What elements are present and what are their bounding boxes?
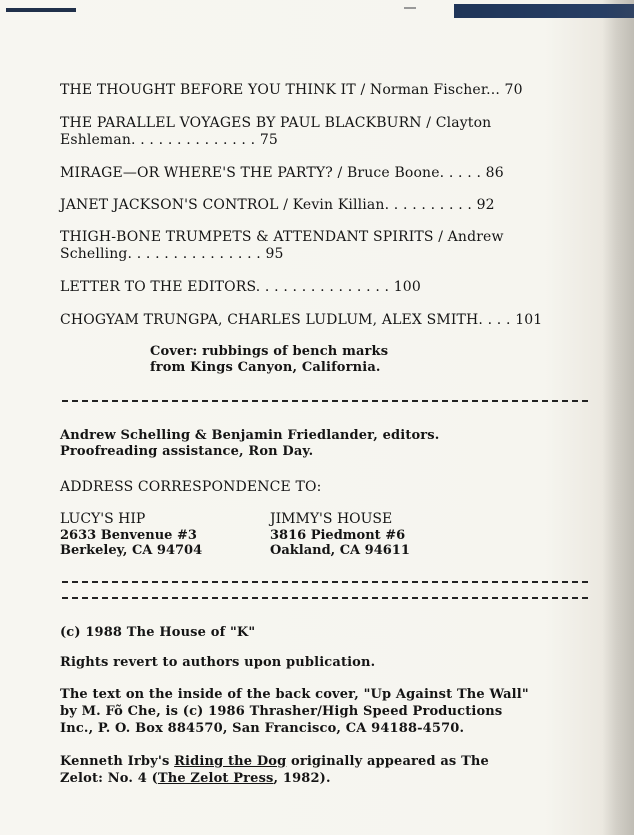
toc-entry-2-line-2: Eshleman. . . . . . . . . . . . . . 75: [60, 132, 278, 148]
address-city: Oakland, CA 94611: [270, 543, 410, 559]
back-cover-line-2: by M. Fõ Che, is (c) 1986 Thrasher/High Speed Productions: [60, 704, 503, 719]
top-left-scan-bar: [6, 8, 76, 12]
toc-entry-4: JANET JACKSON'S CONTROL / Kevin Killian. . . . . . . . . . 92: [60, 197, 495, 213]
toc-entry-5-line-2: Schelling. . . . . . . . . . . . . . . 95: [60, 246, 284, 262]
cover-caption-line-2: from Kings Canyon, California.: [150, 360, 381, 375]
address-street: 3816 Piedmont #6: [270, 527, 406, 543]
dashed-divider-3: [62, 597, 588, 599]
credit-line-1: [60, 755, 489, 770]
toc-entry-2-line-1: THE PARALLEL VOYAGES BY PAUL BLACKBURN / Clayton: [60, 115, 492, 131]
address-block-jimmys-house: [270, 511, 410, 559]
credit-press: The Zelot Press: [157, 771, 274, 786]
toc-entry-3: MIRAGE—OR WHERE'S THE PARTY? / Bruce Boone. . . . . 86: [60, 165, 504, 181]
credit-line-2-prefix: Zelot: No. 4 (: [60, 771, 158, 786]
page-edge-shadow: [602, 0, 634, 835]
toc-entry-7: CHOGYAM TRUNGPA, CHARLES LUDLUM, ALEX SMITH. . . . 101: [60, 312, 543, 328]
toc-entry-6: LETTER TO THE EDITORS. . . . . . . . . . . . . . . 100: [60, 279, 421, 295]
credit-prefix: Kenneth Irby's: [60, 754, 175, 769]
toc-entry-1: THE THOUGHT BEFORE YOU THINK IT / Norman Fischer... 70: [60, 82, 523, 98]
address-heading: ADDRESS CORRESPONDENCE TO:: [60, 479, 322, 495]
dashed-divider-1: [62, 400, 588, 402]
editors-line-1: Andrew Schelling & Benjamin Friedlander, editors.: [60, 428, 440, 443]
credit-line-2-suffix: , 1982).: [273, 771, 331, 786]
top-scan-mark: [404, 7, 416, 9]
toc-entry-5-line-1: THIGH-BONE TRUMPETS & ATTENDANT SPIRITS / Andrew: [60, 229, 504, 245]
editors-line-2: Proofreading assistance, Ron Day.: [60, 444, 314, 459]
rights-line: Rights revert to authors upon publication.: [60, 655, 376, 670]
address-block-lucys-hip: [60, 511, 202, 559]
address-street: 2633 Benvenue #3: [60, 527, 197, 543]
back-cover-line-1: The text on the inside of the back cover, "Up Against The Wall": [60, 687, 529, 702]
credit-suffix: originally appeared as The: [286, 754, 489, 769]
copyright-line: (c) 1988 The House of "K": [60, 625, 256, 640]
credit-line-2: [60, 772, 331, 787]
address-name: JIMMY'S HOUSE: [270, 511, 393, 527]
address-city: Berkeley, CA 94704: [60, 543, 203, 559]
back-cover-line-3: Inc., P. O. Box 884570, San Francisco, CA 94188-4570.: [60, 721, 465, 736]
dashed-divider-2: [62, 581, 588, 583]
credit-title: Riding the Dog: [174, 754, 287, 769]
cover-caption-line-1: Cover: rubbings of bench marks: [150, 344, 389, 359]
address-name: LUCY'S HIP: [60, 511, 146, 527]
